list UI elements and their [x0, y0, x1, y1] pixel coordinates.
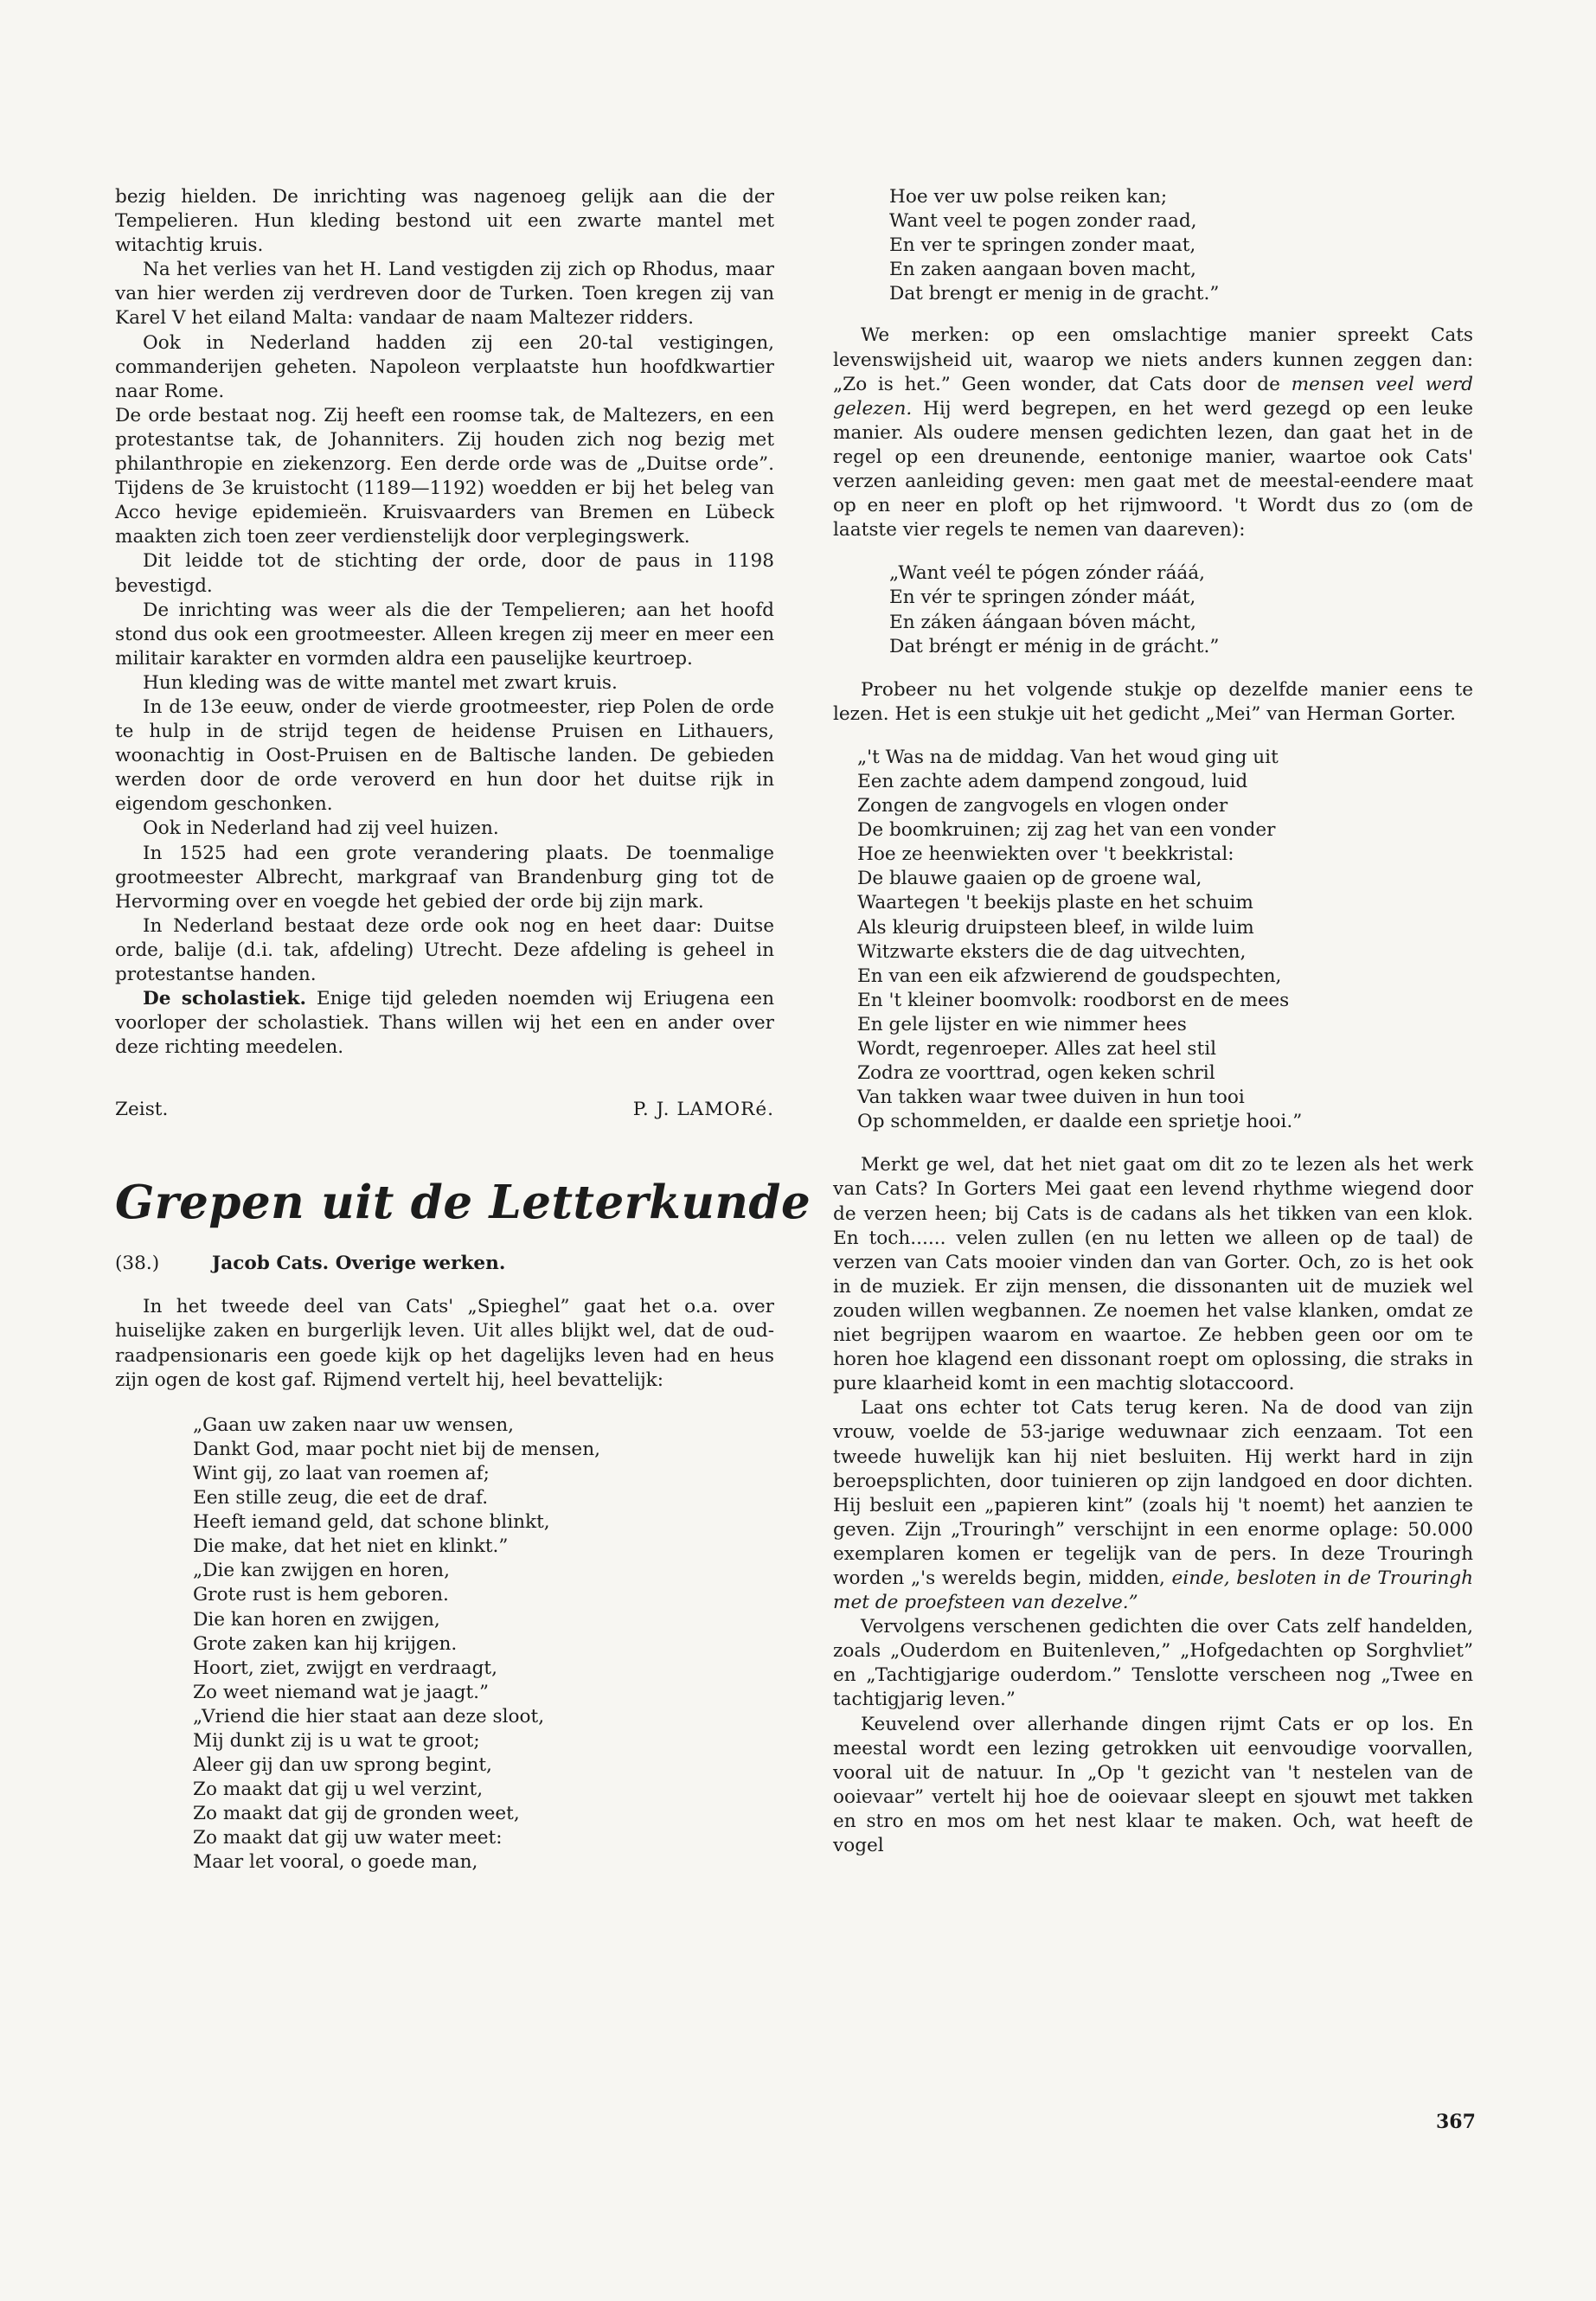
paragraph: Hun kleding was de witte mantel met zwart kruis. [143, 671, 618, 694]
poem-line: Dat bréngt er ménig in de grácht.” [889, 635, 1220, 657]
paragraph [833, 324, 1473, 542]
text: Laat ons echter tot Cats terug keren. Na de dood van zijn vrouw, voelde de 53-jarige weduwnaar zich eenzaam. Tot een tweede huwelijk kan hij niet besluiten. Hij werkt hard in zijn beroepsplichten, door tuinieren op zijn landgoed en door dichten. Hij besluit een „papieren kint” (zoals hij 't noemt) het aanzien te geven. Zijn „Trouringh” verschijnt in een enorme oplage: 50.000 exemplaren komen er tegelijk van de pers. In deze Trouringh worden „'s werelds begin, midden, [833, 1397, 1473, 1589]
paragraph: Dit leidde tot de stichting der orde, door de paus in 1198 bevestigd. [115, 550, 774, 597]
poem-line: Dankt God, maar pocht niet bij de mensen, [193, 1438, 600, 1460]
poem-line: Zongen de zangvogels en vlogen onder [857, 795, 1228, 817]
poem-line: Maar let vooral, o goede man, [193, 1851, 478, 1874]
poem-line: Dat brengt er menig in de gracht.” [889, 283, 1220, 305]
poem-line: Die make, dat het niet en klinkt.” [193, 1535, 509, 1558]
poem-line: Hoe ver uw polse reiken kan; [889, 186, 1168, 208]
cats-poem [193, 1413, 774, 1875]
scholastiek-text: Enige tijd geleden noemden wij Eriugena een voorloper der scholastiek. Thans willen wij het een en ander over deze richting meedelen. [115, 988, 774, 1059]
paragraph: bezig hielden. De inrichting was nagenoeg gelijk aan die der Tempelieren. Hun kleding bestond uit een zwarte mantel met witachtig kruis. [115, 186, 774, 257]
poem-line: Zo maakt dat gij de gronden weet, [193, 1803, 520, 1825]
paragraph: Vervolgens verschenen gedichten die over Cats zelf handelden, zoals „Ouderdom en Buitenleven,” „Hofgedachten op Sorghvliet” en „Tachtigjarige ouderdom.” Tenslotte verscheen nog „Twee en tachtigjarig leven.” [833, 1616, 1473, 1711]
poem-line: Zodra ze voorttrad, ogen keken schril [857, 1062, 1215, 1085]
paragraph: In Nederland bestaat deze orde ook nog en heet daar: Duitse orde, balije (d.i. tak, afdeling) Utrecht. Deze afdeling is geheel in protestantse handen. [115, 914, 774, 985]
text: Hij werd begrepen, en het werd gezegd op een leuke manier. Als oudere mensen gedichten lezen, dan gaat het in de regel op een dreunende, eentonige manier, waartoe ook Cats' verzen aanleiding geven: men gaat met de meestal-eendere maat op en neer en ploft op het rijmwoord. 't Wordt dus zo (om de laatste vier regels te nemen van daareven): [833, 397, 1473, 542]
poem-line: Zo weet niemand wat je jaagt.” [193, 1681, 490, 1703]
paragraph: Probeer nu het volgende stukje op dezelfde manier eens te lezen. Het is een stukje uit het gedicht „Mei” van Herman Gorter. [833, 678, 1473, 725]
poem-line: „'t Was na de middag. Van het woud ging uit [857, 746, 1279, 768]
subheading-title: Jacob Cats. Overige werken. [212, 1253, 506, 1275]
cats-poem-continued [889, 185, 1473, 306]
page-number: 367 [1436, 2111, 1476, 2133]
paragraph: Ook in Nederland had zij veel huizen. [143, 817, 499, 840]
paragraph: Keuvelend over allerhande dingen rijmt Cats er op los. En meestal wordt een lezing getrokken uit eenvoudige voorvallen, vooral uit de natuur. In „Op 't gezicht van 't nestelen van de ooievaar” vertelt hij hoe de ooievaar sleept en sjouwt met takken en stro en mos om het nest klaar te maken. Och, wat heeft de vogel [833, 1713, 1473, 1856]
poem-line: Als kleurig druipsteen bleef, in wilde luim [857, 916, 1254, 939]
poem-line: De boomkruinen; zij zag het van een vonder [857, 819, 1276, 842]
subheading-number: (38.) [115, 1253, 160, 1275]
poem-line: En vér te springen zónder máát, [889, 586, 1196, 609]
signature [115, 1098, 774, 1122]
poem-line: Die kan horen en zwijgen, [193, 1608, 440, 1631]
poem-line: Een zachte adem dampend zongoud, luid [857, 770, 1248, 792]
paragraph: In 1525 had een grote verandering plaats. De toenmalige grootmeester Albrecht, markgraaf van Brandenburg ging tot de Hervorming over en voegde het gebied der orde bij zijn mark. [115, 842, 774, 913]
poem-line: Want veel te pogen zonder raad, [889, 210, 1197, 233]
poem-line: Van takken waar twee duiven in hun tooi [857, 1086, 1245, 1109]
italic-text: mensen veel werd gelezen. [833, 373, 1473, 420]
poem-line: „Vriend die hier staat aan deze sloot, [193, 1705, 545, 1727]
paragraph: Ook in Nederland hadden zij een 20-tal vestigingen, commanderijen geheten. Napoleon verplaatste hun hoofdkwartier naar Rome. [115, 331, 774, 402]
left-column [115, 185, 811, 1875]
poem-line: Wint gij, zo laat van roemen af; [193, 1462, 490, 1484]
poem-line: Zo maakt dat gij uw water meet: [193, 1827, 503, 1849]
paragraph: In de 13e eeuw, onder de vierde grootmeester, riep Polen de orde te hulp in de strijd tegen de heidense Pruisen en Lithauers, woonachtig in Oost-Pruisen en de Baltische landen. De gebieden werden door de orde veroverd en hun door het duitse rijk in eigendom geschonken. [115, 695, 774, 816]
poem-line: En van een eik afzwierend de goudspechten, [857, 965, 1282, 987]
poem-line: Zo maakt dat gij u wel verzint, [193, 1779, 484, 1801]
paragraph-scholastiek [115, 987, 774, 1060]
poem-line: Waartegen 't beekijs plaste en het schuim [857, 892, 1253, 914]
paragraph: Merkt ge wel, dat het niet gaat om dit zo te lezen als het werk van Cats? In Gorters Mei gaat een levend rhythme wiegend door de verzen heen; bij Cats is de cadans als het tikken van een klok. En toch...... velen zullen (en nu letten we alleen op de taal) de verzen van Cats mooier vinden dan van Gorter. Och, zo is het ook in de muziek. Er zijn mensen, die dissonanten uit de muziek wel zouden willen wegbannen. Ze noemen het valse klanken, omdat ze niet begrijpen waarom en waartoe. Ze hebben geen oor om te horen hoe klagend een dissonant roept om oplossing, die straks in pure klaarheid komt in een machtig slotaccoord. [833, 1154, 1473, 1395]
poem-line: Mij dunkt zij is u wat te groot; [193, 1729, 480, 1752]
poem-line: En 't kleiner boomvolk: roodborst en de mees [857, 989, 1290, 1011]
signature-author: P. J. LAMORé. [632, 1099, 774, 1121]
signature-place: Zeist. [115, 1099, 169, 1121]
paragraph [833, 1396, 1473, 1615]
poem-line: Op schommelden, er daalde een sprietje hooi.” [857, 1111, 1303, 1133]
poem-line: „Gaan uw zaken naar uw wensen, [193, 1413, 514, 1436]
paragraph: De orde bestaat nog. Zij heeft een roomse tak, de Maltezers, en een protestantse tak, de Johanniters. Zij houden zich nog bezig met philanthropie en ziekenzorg. Een derde orde was de „Duitse orde”. Tijdens de 3e kruistocht (1189—1192) woedden er bij het beleg van Acco hevige epidemieën. Kruisvaarders van Bremen en Lübeck maakten zich toen zeer verdienstelijk door verplegingswerk. [115, 404, 774, 548]
scholastiek-lead: De scholastiek. [143, 988, 307, 1010]
paragraph: De inrichting was weer als die der Tempelieren; aan het hoofd stond dus ook een grootmeester. Alleen kregen zij meer en meer een militair karakter en vormden aldra een pauselijke keurtroep. [115, 599, 774, 670]
poem-line: Een stille zeug, die eet de draf. [193, 1487, 489, 1509]
right-column [833, 185, 1473, 1858]
poem-line: Hoe ze heenwiekten over 't beekkristal: [857, 843, 1234, 866]
poem-line: Witzwarte eksters die de dag uitvechten, [857, 940, 1247, 963]
section-heading: Grepen uit de Letterkunde [115, 1176, 811, 1230]
poem-line: En zaken aangaan boven macht, [889, 259, 1196, 281]
intro-paragraph: In het tweede deel van Cats' „Spieghel” gaat het o.a. over huiselijke zaken en burgerlijk leven. Uit alles blijkt wel, dat de oud-raadpensionaris een goede kijk op het dagelijks leven had en heus zijn ogen de kost gaf. Rijmend vertelt hij, heel bevattelijk: [115, 1296, 774, 1391]
text: We merken: op een omslachtige manier spreekt Cats levenswijsheid uit, waarop we niets anders kunnen zeggen dan: „Zo is het.” Geen wonder, dat Cats door de [833, 324, 1473, 395]
poem-line: En ver te springen zonder maat, [889, 234, 1196, 257]
poem-line: De blauwe gaaien op de groene wal, [857, 868, 1202, 890]
poem-line: „Want veél te pógen zónder rááá, [889, 562, 1205, 585]
subheading [115, 1252, 774, 1276]
italic-text: einde, besloten in de Trouringh met de proefsteen van dezelve.” [833, 1567, 1473, 1614]
gorter-poem [857, 746, 1473, 1135]
paragraph: Na het verlies van het H. Land vestigden zij zich op Rhodus, maar van hier werden zij verdreven door de Turken. Toen kregen zij van Karel V het eiland Malta: vandaar de naam Maltezer ridders. [115, 259, 774, 330]
poem-line: Wordt, regenroeper. Alles zat heel stil [857, 1038, 1217, 1060]
poem-line: Heeft iemand geld, dat schone blinkt, [193, 1511, 550, 1534]
poem-line: „Die kan zwijgen en horen, [193, 1560, 450, 1582]
poem-line: Aleer gij dan uw sprong begint, [193, 1754, 492, 1777]
poem-line: En záken áángaan bóven mácht, [889, 611, 1196, 633]
poem-line: Grote rust is hem geboren. [193, 1584, 449, 1606]
stressed-verse [889, 561, 1473, 658]
poem-line: En gele lijster en wie nimmer hees [857, 1013, 1187, 1035]
poem-line: Hoort, ziet, zwijgt en verdraagt, [193, 1657, 497, 1679]
poem-line: Grote zaken kan hij krijgen. [193, 1632, 458, 1655]
